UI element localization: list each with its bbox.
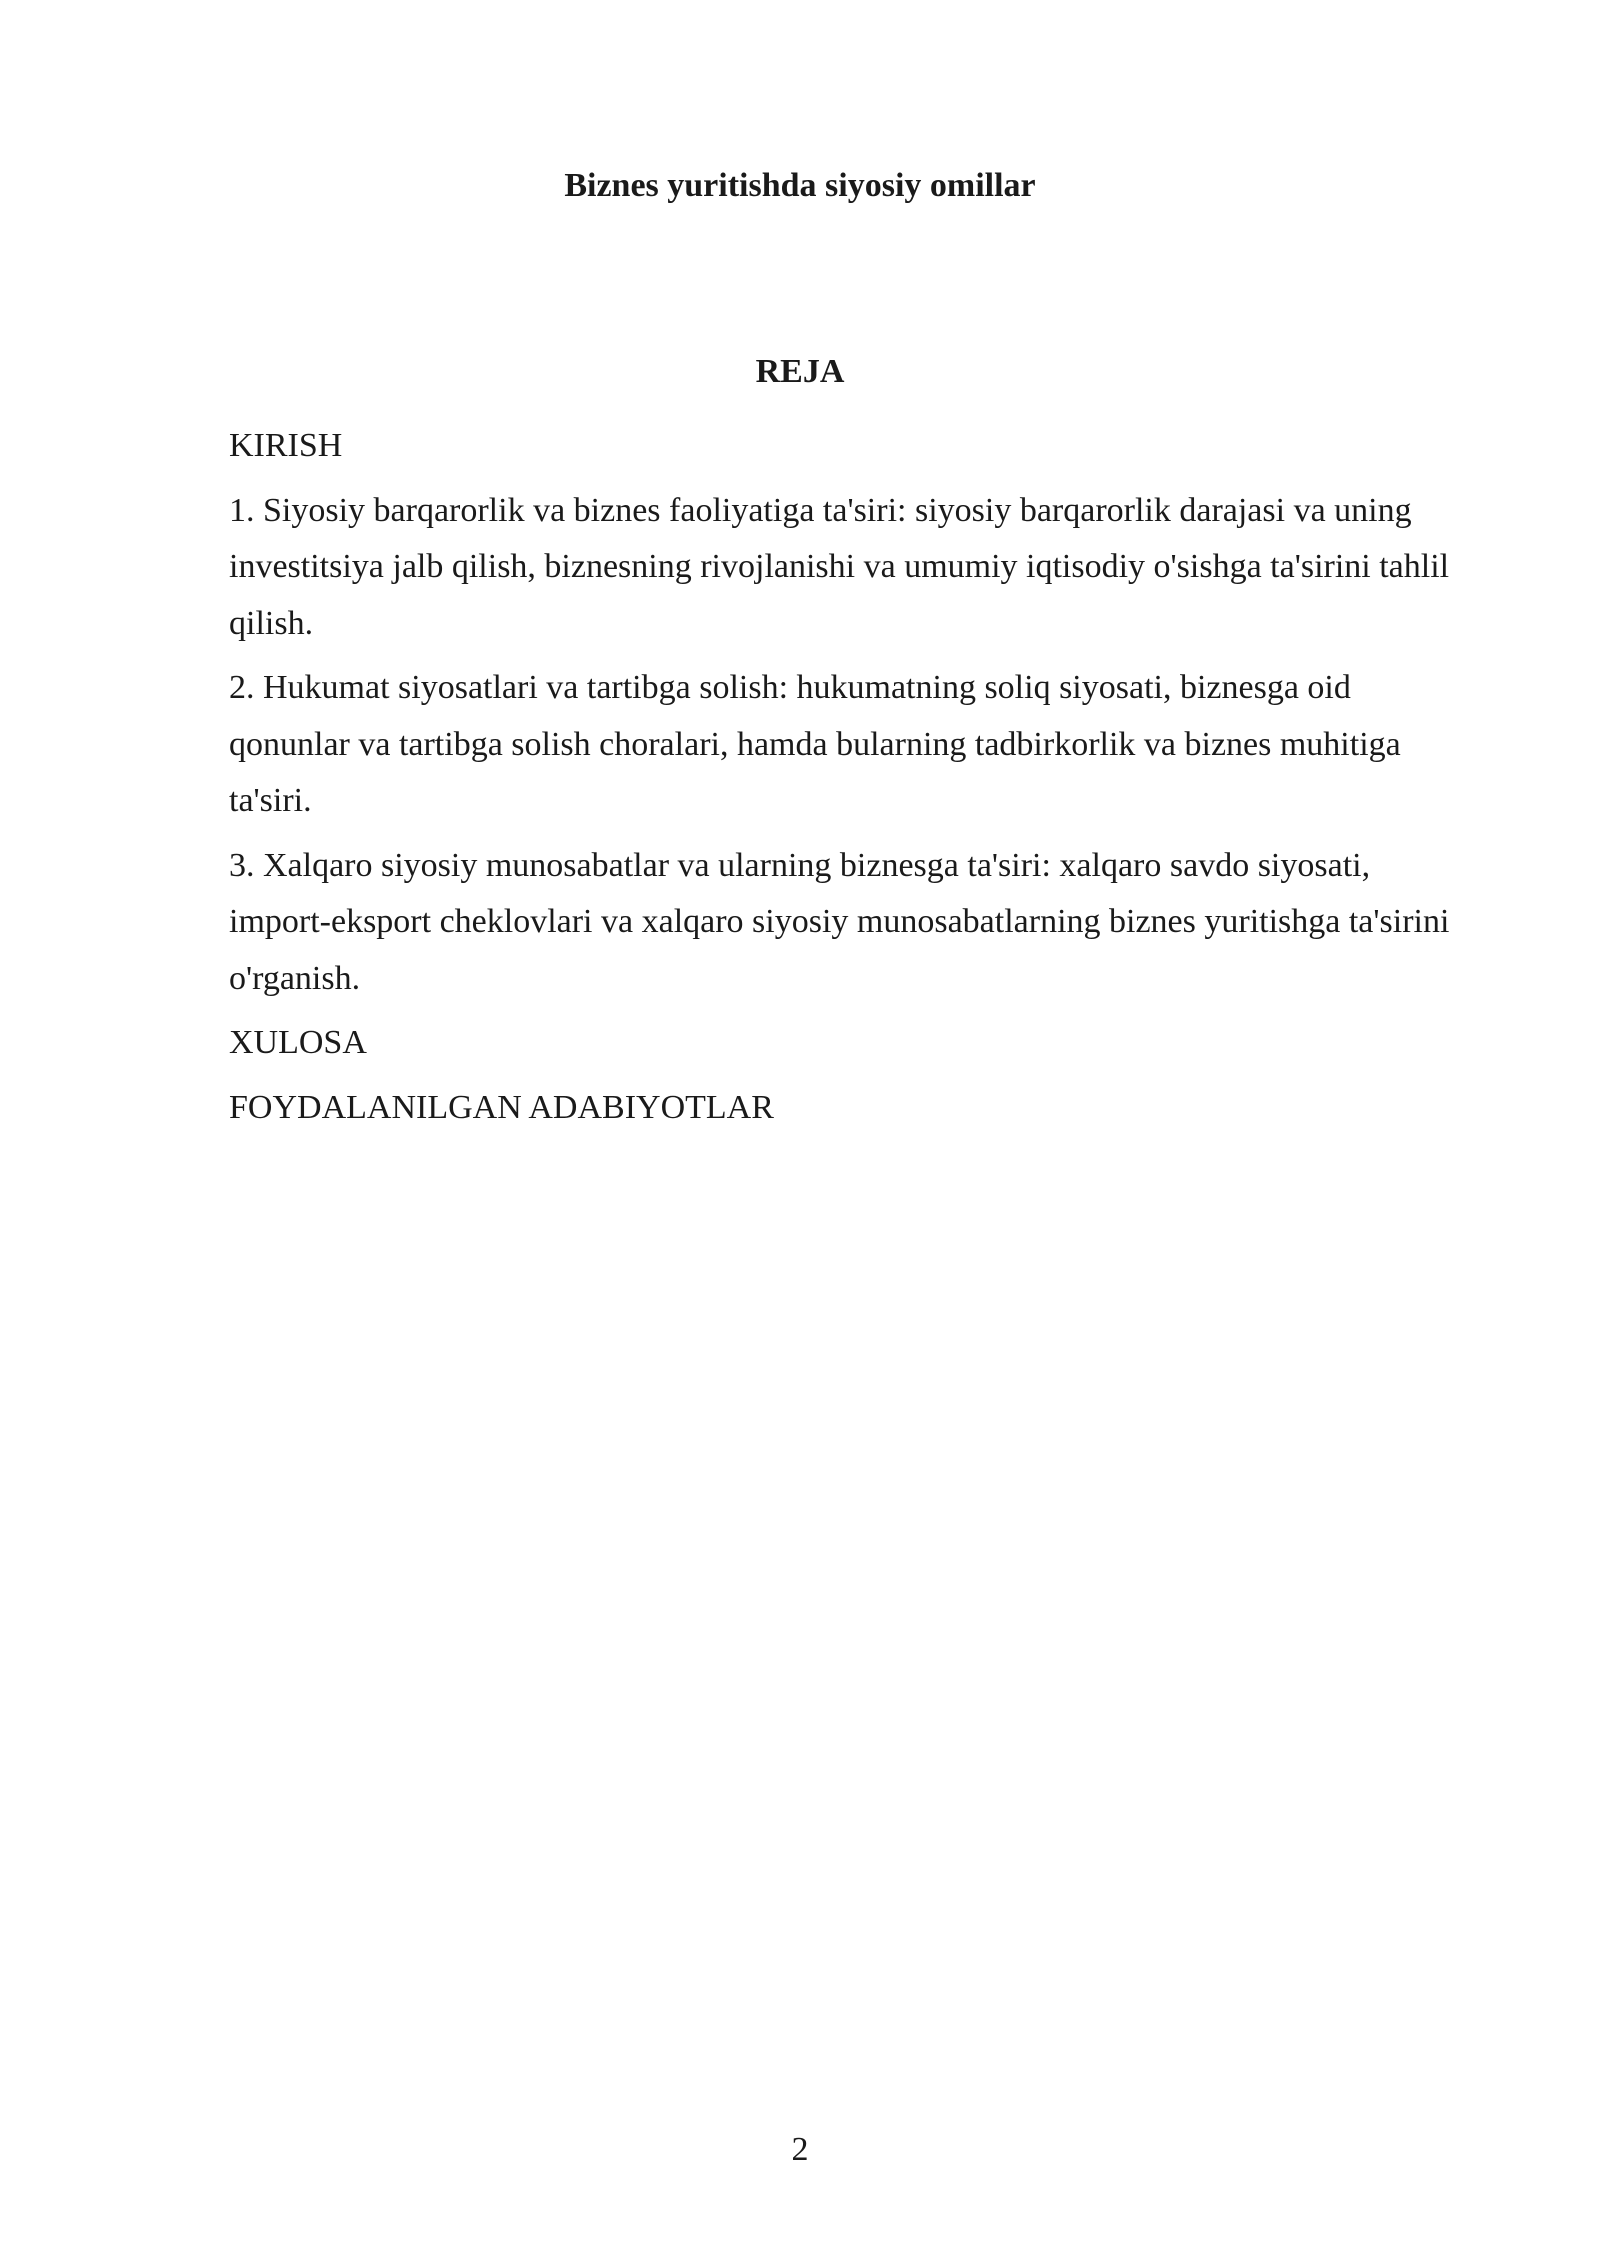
page-number: 2 bbox=[791, 2131, 809, 2168]
plan-item-references: FOYDALANILGAN ADABIYOTLAR bbox=[229, 1088, 774, 1126]
plan-list bbox=[229, 418, 1479, 1144]
plan-item-1: 1. Siyosiy barqarorlik va biznes faoliyatiga ta'siri: siyosiy barqarorlik darajasi va uning investitsiya jalb qilish, biznesning rivojlanishi va umumiy iqtisodiy o'sishga ta'sirini tahlil qilish. bbox=[229, 491, 1450, 642]
document-title: Biznes yuritishda siyosiy omillar bbox=[564, 167, 1036, 204]
plan-heading: REJA bbox=[755, 353, 845, 390]
plan-item-3: 3. Xalqaro siyosiy munosabatlar va ularning biznesga ta'siri: xalqaro savdo siyosati, import-eksport cheklovlari va xalqaro siyosiy munosabatlarning biznes yuritishga ta'sirini o'rganish. bbox=[229, 846, 1450, 997]
plan-item-2: 2. Hukumat siyosatlari va tartibga solish: hukumatning soliq siyosati, biznesga oid qonunlar va tartibga solish choralari, hamda bularning tadbirkorlik va biznes muhitiga ta'siri. bbox=[229, 669, 1401, 819]
plan-item-conclusion: XULOSA bbox=[229, 1024, 367, 1061]
plan-item-introduction: KIRISH bbox=[229, 427, 343, 464]
